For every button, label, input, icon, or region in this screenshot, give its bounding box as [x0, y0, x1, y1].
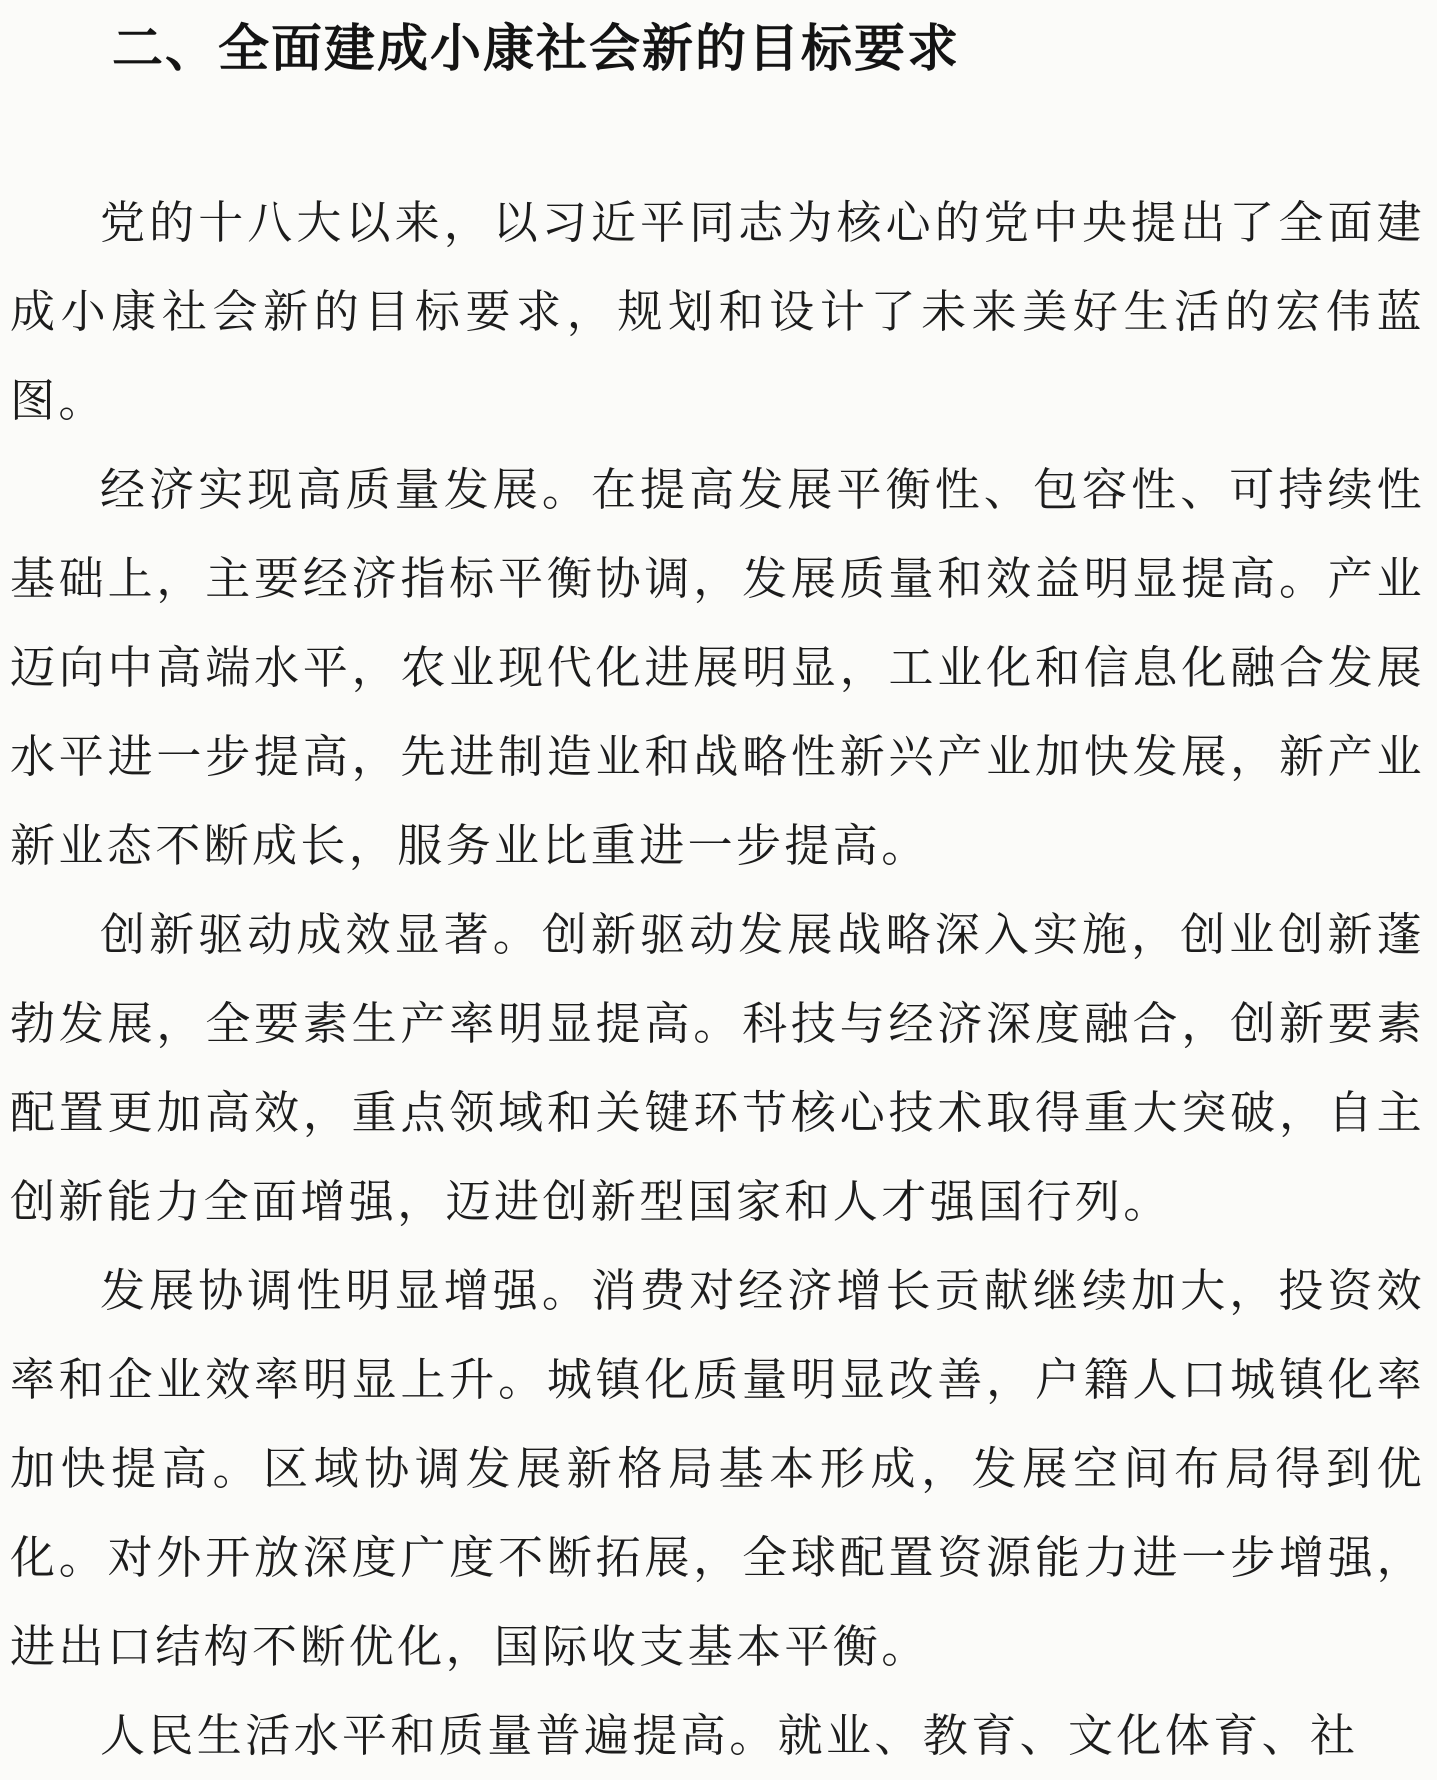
paragraph-intro: 党的十八大以来，以习近平同志为核心的党中央提出了全面建成小康社会新的目标要求，规划和设计了未来美好生活的宏伟蓝图。: [10, 196, 1425, 427]
paragraph-innovation: 创新驱动成效显著。创新驱动发展战略深入实施，创业创新蓬勃发展，全要素生产率明显提高。科技与经济深度融合，创新要素配置更加高效，重点领域和关键环节核心技术取得重大突破，自主创新能力全面增强，迈进创新型国家和人才强国行列。: [10, 908, 1425, 1228]
section-heading: 二、全面建成小康社会新的目标要求: [112, 20, 961, 79]
paragraph-economy: 经济实现高质量发展。在提高发展平衡性、包容性、可持续性基础上，主要经济指标平衡协调，发展质量和效益明显提高。产业迈向中高端水平，农业现代化进展明显，工业化和信息化融合发展水平进一步提高，先进制造业和战略性新兴产业加快发展，新产业新业态不断成长，服务业比重进一步提高。: [10, 463, 1425, 872]
document-body: [10, 178, 1425, 1780]
paragraph-living-standards: 人民生活水平和质量普遍提高。就业、教育、文化体育、社: [100, 1709, 1359, 1762]
paragraph-coordination: 发展协调性明显增强。消费对经济增长贡献继续加大，投资效率和企业效率明显上升。城镇化质量明显改善，户籍人口城镇化率加快提高。区域协调发展新格局基本形成，发展空间布局得到优化。对外开放深度广度不断拓展，全球配置资源能力进一步增强，进出口结构不断优化，国际收支基本平衡。: [10, 1264, 1425, 1673]
